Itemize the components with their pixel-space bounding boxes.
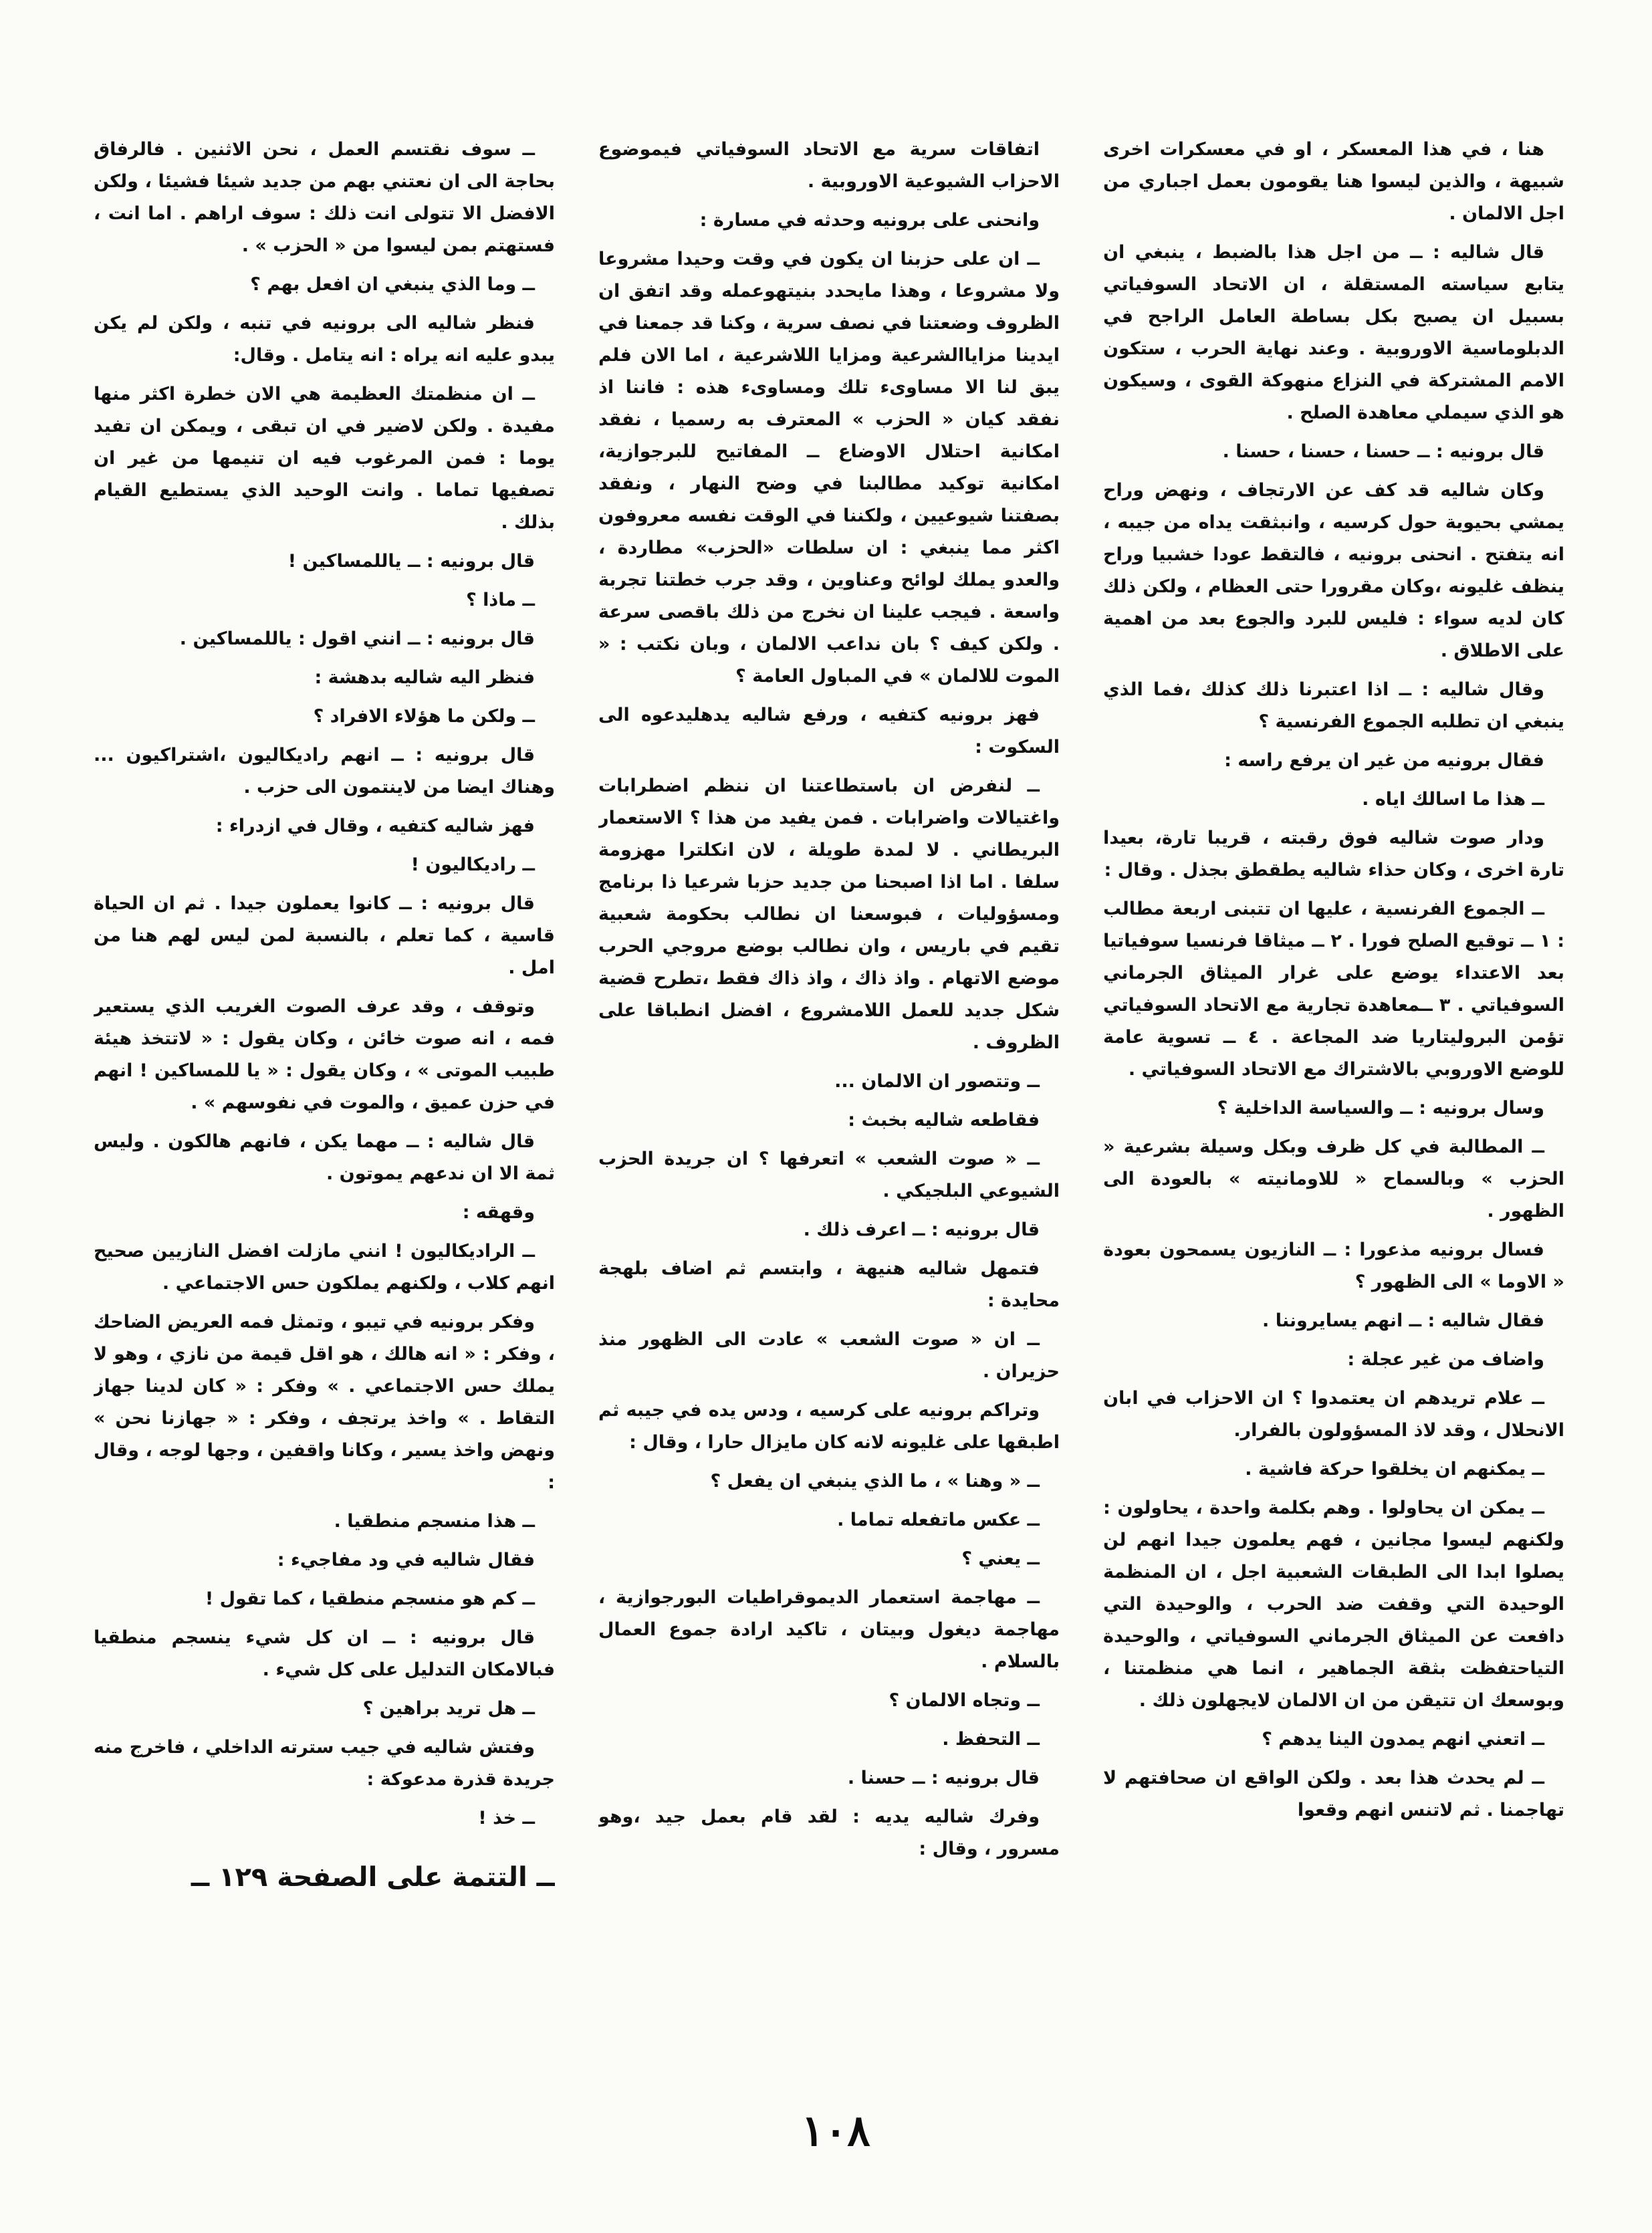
paragraph: ــ الجموع الفرنسية ، عليها ان تتبنى اربعة مطالب : ١ ــ توقيع الصلح فورا . ٢ ــ ميثاقا فرنسيا سوفياتيا بعد الاعتداء يوضع على غرار الميثاق الجرماني السوفياتي . ٣ ــمعاهدة تجارية مع الاتحاد السوفياتي تؤمن البروليتاريا ضد المجاعة . ٤ ــ تسوية عامة للوضع الاوروبي بالاشتراك مع الاتحاد السوفياتي . [1103, 899, 1564, 1080]
paragraph: قال برونيه : ــ حسنا . [847, 1768, 1040, 1788]
paragraph: قال شاليه : ــ من اجل هذا بالضبط ، ينبغي ان يتابع سياسته المستقلة ، ان الاتحاد السوفياتي بسبيل ان يصبح بكل بساطة العامل الراجح في الدبلوماسية الاوروبية . وعند نهاية الحرب ، ستكون الامم المشتركة في النزاع منهوكة القوى ، وسيكون هو الذي سيملي معاهدة الصلح . [1103, 242, 1564, 423]
paragraph: اتفاقات سرية مع الاتحاد السوفياتي فيموضوع الاحزاب الشيوعية الاوروبية . [598, 139, 1060, 192]
column-left-body [94, 134, 555, 1835]
paragraph: ــ يمكن ان يحاولوا . وهم بكلمة واحدة ، يحاولون : ولكنهم ليسوا مجانين ، فهم يعلمون جيدا انهم لن يصلوا ابدا الى الطبقات الشعبية اجل ، ان المنظمة الوحيدة التي وقفت ضد الحرب ، والوحيدة التي دافعت عن الميثاق الجرماني السوفياتي ، والوحيدة التياحتفظت بثقة الجماهير ، انما هي منظمتنا ، وبوسعك ان تتيقن من ان الالمان لايجهلون ذلك . [1103, 1498, 1564, 1711]
paragraph: ــ هذا ما اسالك اياه . [1362, 789, 1544, 810]
paragraph: ودار صوت شاليه فوق رقبته ، قريبا تارة، بعيدا تارة اخرى ، وكان حذاء شاليه يطقطق بجذل . وقال : [1103, 828, 1564, 880]
paragraph: ــ اتعني انهم يمدون الينا يدهم ؟ [1262, 1729, 1544, 1750]
page-number: ١٠٨ [801, 2106, 870, 2156]
paragraph: وكان شاليه قد كف عن الارتجاف ، ونهض وراح يمشي بحيوية حول كرسيه ، وانبثقت يداه من جيبه ، انه يتفتح . انحنى برونيه ، فالتقط عودا خشبيا وراح ينظف غليونه ،وكان مقرورا حتى العظام ، ولكن ذلك كان لديه سواء : فليس للبرد والجوع بعد من اهمية على الاطلاق . [1103, 480, 1564, 661]
paragraph: قال برونيه : ــ حسنا ، حسنا ، حسنا . [1222, 441, 1544, 462]
paragraph: وقهقه : [462, 1202, 535, 1223]
paragraph: هنا ، في هذا المعسكر ، او في معسكرات اخرى شبيهة ، والذين ليسوا هنا يقومون بعمل اجباري من اجل الالمان . [1103, 139, 1564, 224]
paragraph: فسال برونيه مذعورا : ــ النازيون يسمحون بعودة « الاوما » الى الظهور ؟ [1103, 1240, 1564, 1292]
paragraph: ــ سوف نقتسم العمل ، نحن الاثنين . فالرفاق بحاجة الى ان نعتني بهم من جديد شيئا فشيئا ، ولكن الافضل الا تتولى انت ذلك : سوف اراهم . اما انت ، فستهتم بمن ليسوا من « الحزب » . [94, 139, 555, 256]
paragraph: قال برونيه : ــ انهم راديكاليون ،اشتراكيون ... وهناك ايضا من لاينتمون الى حزب . [94, 745, 555, 798]
continuation-note: ــ التتمة على الصفحة ١٢٩ ــ [191, 1862, 555, 1893]
paragraph: قال برونيه : ــ اعرف ذلك . [803, 1219, 1040, 1240]
paragraph: قال برونيه : ــ انني اقول : ياللمساكين . [179, 628, 535, 649]
paragraph: فنظر شاليه الى برونيه في تنبه ، ولكن لم يكن يبدو عليه انه يراه : انه يتامل . وقال: [94, 313, 555, 366]
paragraph: ــ راديكاليون ! [410, 854, 535, 875]
paragraph: ــ وتتصور ان الالمان ... [834, 1071, 1040, 1092]
paragraph: ــ لم يحدث هذا بعد . ولكن الواقع ان صحافتهم لا تهاجمنا . ثم لاتنس انهم وقعوا [1103, 1768, 1564, 1820]
paragraph: فنظر اليه شاليه بدهشة : [314, 667, 535, 688]
paragraph: فهز شاليه كتفيه ، وقال في ازدراء : [215, 816, 535, 836]
paragraph: ــ الراديكاليون ! انني مازلت افضل النازيين صحيح انهم كلاب ، ولكنهم يملكون حس الاجتماعي . [94, 1241, 555, 1294]
paragraph: واضاف من غير عجلة : [1347, 1349, 1544, 1370]
paragraph: ــ وتجاه الالمان ؟ [889, 1690, 1040, 1711]
article-page [94, 134, 1564, 2073]
paragraph: ــ لنفرض ان باستطاعتنا ان ننظم اضطرابات واغتيالات واضرابات . فمن يفيد من هذا ؟ الاستعمار البريطاني . لا لمدة طويلة ، لان انكلترا مهزومة سلفا . اما اذا اصبحنا من جديد حزبا شرعيا ذا برنامج ومسؤوليات ، فبوسعنا ان نطالب بحكومة شعبية تقيم في باريس ، وان نطالب بوضع مروجي الحرب موضع الاتهام . واذ ذاك ، واذ ذاك فقط ،تطرح قضية شكل جديد للعمل اللامشروع ، افضل انطباقا على الظروف . [598, 776, 1060, 1053]
paragraph: فقال برونيه من غير ان يرفع راسه : [1224, 750, 1544, 771]
paragraph: ــ مهاجمة استعمار الديموقراطيات البورجوازية ، مهاجمة ديغول وبيتان ، تاكيد ارادة جموع العمال بالسلام . [598, 1587, 1060, 1672]
paragraph: ــ علام تريدهم ان يعتمدوا ؟ ان الاحزاب في ابان الانحلال ، وقد لاذ المسؤولون بالفرار. [1103, 1388, 1564, 1441]
paragraph: قال برونيه : ــ كانوا يعملون جيدا . ثم ان الحياة قاسية ، كما تعلم ، بالنسبة لمن ليس لهم هنا من امل . [94, 893, 555, 978]
paragraph: ــ « وهنا » ، ما الذي ينبغي ان يفعل ؟ [710, 1471, 1040, 1492]
paragraph: وفكر برونيه في تيبو ، وتمثل فمه العريض الضاحك ، وفكر : « انه هالك ، هو اقل قيمة من نازي ، وهو لا يملك حس الاجتماعي . » وفكر : « كان لدينا جهاز التقاط . » واخذ يرتجف ، وفكر : « جهازنا نحن » ونهض واخذ يسير ، وكانا واقفين ، وجها لوجه ، وقال : [94, 1312, 555, 1493]
paragraph: ــ يمكنهم ان يخلقوا حركة فاشية . [1245, 1459, 1544, 1480]
column-left [94, 134, 555, 2073]
paragraph: قال برونيه : ــ ياللمساكين ! [287, 551, 535, 572]
paragraph: ــ ان منظمتك العظيمة هي الان خطرة اكثر منها مفيدة . ولكن لاضير في ان تبقى ، ويمكن ان تفيد يوما : فمن المرغوب فيه ان تنيمها من غير ان تصفيها تماما . وانت الوحيد الذي يستطيع القيام بذلك . [94, 384, 555, 533]
paragraph: فتمهل شاليه هنيهة ، وابتسم ثم اضاف بلهجة محايدة : [598, 1258, 1060, 1311]
paragraph: ــ وما الذي ينبغي ان افعل بهم ؟ [250, 274, 535, 295]
paragraph: فهز برونيه كتفيه ، ورفع شاليه يدهليدعوه الى السكوت : [598, 705, 1060, 757]
paragraph: وقال شاليه : ــ اذا اعتبرنا ذلك كذلك ،فما الذي ينبغي ان تطلبه الجموع الفرنسية ؟ [1103, 679, 1564, 732]
paragraph: وفرك شاليه يديه : لقد قام بعمل جيد ،وهو مسرور ، وقال : [598, 1806, 1060, 1859]
paragraph: وتراكم برونيه على كرسيه ، ودس يده في جيبه ثم اطبقها على غليونه لانه كان مايزال حارا ، وقال : [598, 1400, 1060, 1453]
paragraph: ــ يعني ؟ [961, 1548, 1040, 1569]
paragraph: ــ عكس ماتفعله تماما . [837, 1510, 1040, 1530]
paragraph: وفتش شاليه في جيب سترته الداخلي ، فاخرج منه جريدة قذرة مدعوكة : [94, 1737, 555, 1790]
paragraph: قال برونيه : ــ ان كل شيء ينسجم منطقيا فبالامكان التدليل على كل شيء . [94, 1627, 555, 1680]
paragraph: فقال شاليه : ــ انهم يسايروننا . [1262, 1310, 1544, 1331]
paragraph: ــ هذا منسجم منطقيا . [334, 1511, 535, 1532]
paragraph: وتوقف ، وقد عرف الصوت الغريب الذي يستعير فمه ، انه صوت خائن ، وكان يقول : « لاتتخذ هيئة طبيب الموتى » ، وكان يقول : « يا للمساكين ! انهم في حزن عميق ، والموت في نفوسهم » . [94, 996, 555, 1113]
paragraph: ــ كم هو منسجم منطقيا ، كما تقول ! [205, 1589, 535, 1609]
paragraph: ــ ولكن ما هؤلاء الافراد ؟ [313, 706, 535, 727]
paragraph: ــ خذ ! [478, 1808, 535, 1829]
paragraph: وسال برونيه : ــ والسياسة الداخلية ؟ [1217, 1098, 1544, 1119]
paragraph: ــ المطالبة في كل ظرف وبكل وسيلة بشرعية « الحزب » وبالسماح « للاومانيته » بالعودة الى الظهور . [1103, 1137, 1564, 1221]
paragraph: فقال شاليه في ود مفاجيء : [277, 1550, 535, 1570]
paragraph: ــ ان على حزبنا ان يكون في وقت وحيدا مشروعا ولا مشروعا ، وهذا مايحدد بنيتهوعمله وقد اتفق ان الظروف وضعتنا في نصف سرية ، وكنا قد جمعنا في ايدينا مزاياالشرعية ومزايا اللاشرعية ، اما الان فلم يبق لنا الا مساوىء تلك ومساوىء هذه : فاننا اذ نفقد كيان « الحزب » المعترف به رسميا ، نفقد امكانية احتلال الاوضاع ــ المفاتيح للبرجوازية، امكانية توكيد مطالبنا في وضح النهار ، ونفقد بصفتنا شيوعيين ، ولكننا في الوقت نفسه معروفون اكثر مما ينبغي : ان سلطات «الحزب» مطاردة ، والعدو يملك لوائح وعناوين ، وقد جرب خطتنا تجربة واسعة . فيجب علينا ان نخرج من ذلك باقصى سرعة . ولكن كيف ؟ بان نداعب الالمان ، وبان نكتب : « الموت للالمان » في المباول العامة ؟ [598, 249, 1060, 687]
paragraph: ــ ان « صوت الشعب » عادت الى الظهور منذ حزيران . [598, 1329, 1060, 1382]
paragraph: ــ « صوت الشعب » اتعرفها ؟ ان جريدة الحزب الشيوعي البلجيكي . [598, 1149, 1060, 1201]
paragraph: ــ ماذا ؟ [466, 590, 535, 610]
paragraph: فقاطعه شاليه بخبث : [848, 1110, 1040, 1131]
column-middle [598, 134, 1060, 2073]
paragraph: قال شاليه : ــ مهما يكن ، فانهم هالكون . وليس ثمة الا ان ندعهم يموتون . [94, 1131, 555, 1184]
paragraph: ــ هل تريد براهين ؟ [362, 1698, 535, 1719]
paragraph: ــ التحفظ . [942, 1729, 1040, 1750]
paragraph: وانحنى على برونيه وحدثه في مسارة : [699, 210, 1040, 231]
column-right [1103, 134, 1564, 2073]
